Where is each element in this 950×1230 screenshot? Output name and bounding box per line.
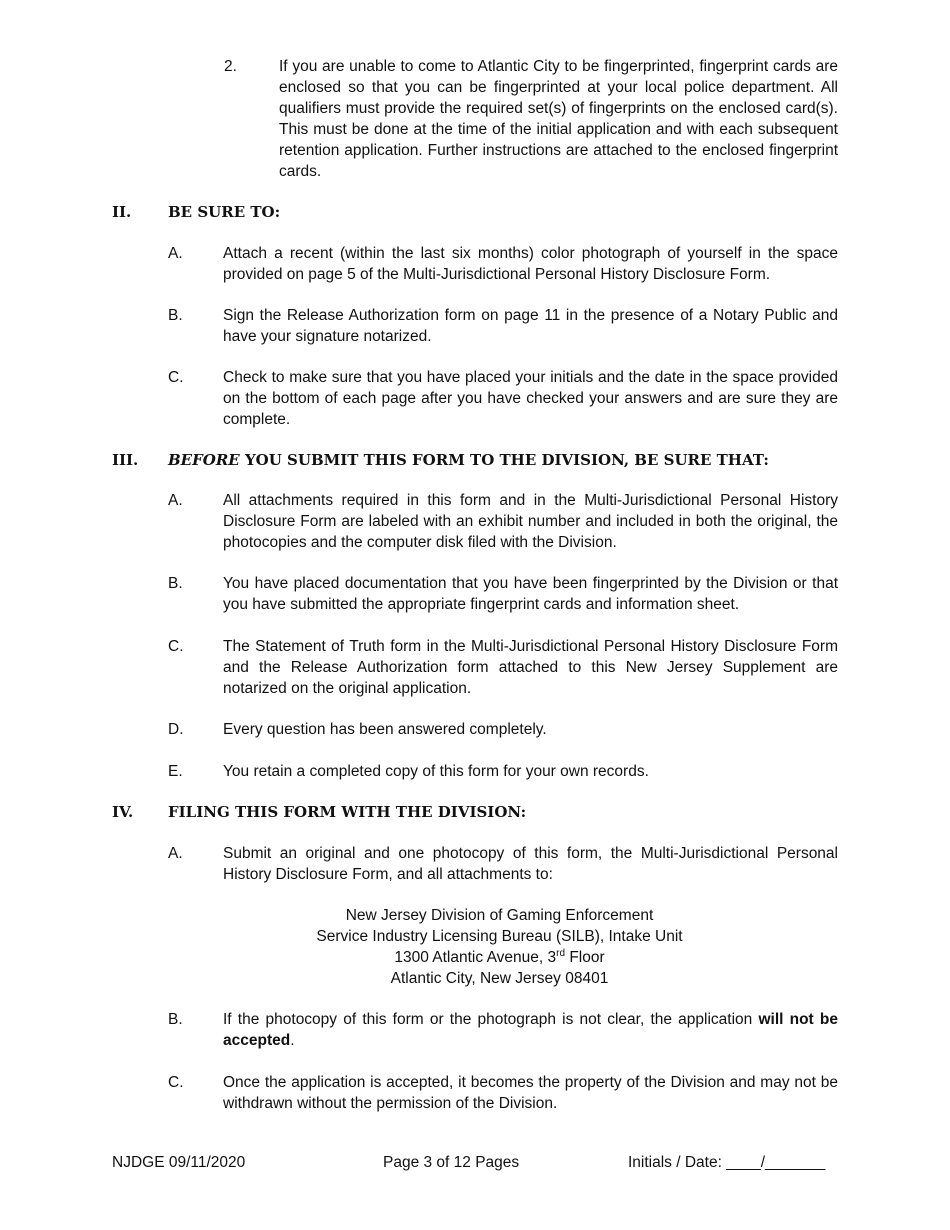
footer-initials-date: Initials / Date: ____/_______ <box>628 1154 826 1171</box>
section-number: IV. <box>112 803 134 821</box>
section-number: III. <box>112 451 139 469</box>
section-title-emphasis: BEFORE <box>168 451 240 469</box>
item-letter: A. <box>168 845 183 862</box>
section-title: BE SURE TO: <box>168 203 281 221</box>
item-text: You retain a completed copy of this form for your own records. <box>223 763 649 780</box>
item-text: Once the application is accepted, it becomes the property of the Division and may not be withdrawn without the permission of the Division. <box>223 1074 838 1112</box>
item-text: Attach a recent (within the last six months) color photograph of yourself in the space provided on page 5 of the Multi-Jurisdictional Personal History Disclosure Form. <box>223 245 838 283</box>
item-text: The Statement of Truth form in the Multi-Jurisdictional Personal History Disclosure Form and the Release Authorization form attached to this New Jersey Supplement are notarized on the original application. <box>223 638 838 697</box>
address-line: Service Industry Licensing Bureau (SILB), Intake Unit <box>316 928 683 945</box>
section-title-rest: YOU SUBMIT THIS FORM TO THE DIVISION, BE SURE THAT: <box>239 451 769 469</box>
footer-page-number: Page 3 of 12 Pages <box>383 1154 520 1171</box>
section-title: FILING THIS FORM WITH THE DIVISION: <box>168 803 527 821</box>
item-text: Check to make sure that you have placed your initials and the date in the space provided on the bottom of each page after you have checked your answers and are sure they are complete. <box>223 369 838 428</box>
item-letter: B. <box>168 1011 183 1028</box>
footer-form-id: NJDGE 09/11/2020 <box>112 1154 246 1171</box>
item-text: Submit an original and one photocopy of this form, the Multi-Jurisdictional Personal History Disclosure Form, and all attachments to: <box>223 845 838 883</box>
item-text: Sign the Release Authorization form on page 11 in the presence of a Notary Public and have your signature notarized. <box>223 307 838 345</box>
item-number: 2. <box>224 58 237 75</box>
section-title <box>168 450 769 471</box>
item-letter: A. <box>168 492 183 509</box>
section-number: II. <box>112 203 132 221</box>
item-letter: C. <box>168 638 184 655</box>
item-letter: C. <box>168 369 184 386</box>
item-text: Every question has been answered completely. <box>223 721 547 738</box>
mailing-address <box>223 905 776 989</box>
item-text: If the photocopy of this form or the photograph is not clear, the application will not be accepted. <box>223 1011 838 1049</box>
item-letter: C. <box>168 1074 184 1091</box>
item-letter: D. <box>168 721 184 738</box>
item-text: You have placed documentation that you have been fingerprinted by the Division or that you have submitted the appropriate fingerprint cards and information sheet. <box>223 575 838 613</box>
item-letter: B. <box>168 575 183 592</box>
item-letter: A. <box>168 245 183 262</box>
item-letter: E. <box>168 763 183 780</box>
item-text: All attachments required in this form and in the Multi-Jurisdictional Personal History Disclosure Form are labeled with an exhibit number and included in both the original, the photocopies and the computer disk filed with the Division. <box>223 492 838 551</box>
address-line: 1300 Atlantic Avenue, 3rd Floor <box>394 947 605 966</box>
item-text: If you are unable to come to Atlantic City to be fingerprinted, fingerprint cards are enclosed so that you can be fingerprinted at your local police department. All qualifiers must provide the required set(s) of fingerprints on the enclosed card(s). This must be done at the time of the initial application and with each subsequent retention application. Further instructions are attached to the enclosed fingerprint cards. <box>279 58 838 180</box>
address-line: New Jersey Division of Gaming Enforcement <box>345 907 654 924</box>
item-letter: B. <box>168 307 183 324</box>
address-line: Atlantic City, New Jersey 08401 <box>390 970 609 987</box>
